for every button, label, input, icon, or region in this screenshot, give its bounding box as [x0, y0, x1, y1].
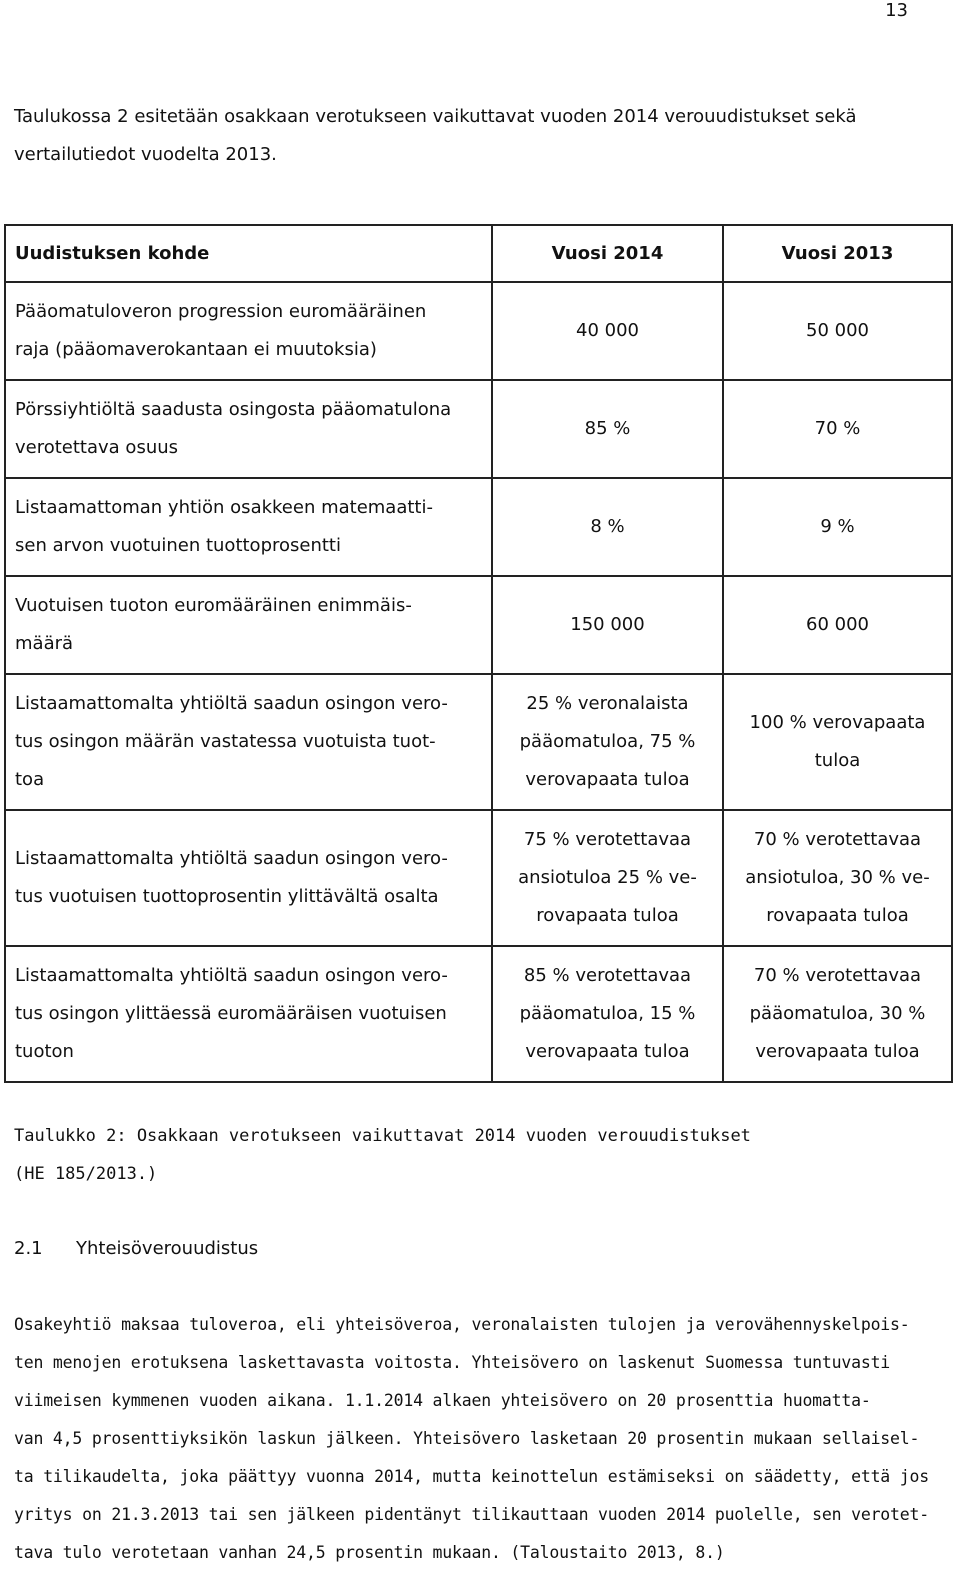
cell-topic — [5, 946, 492, 1082]
intro-line: vertailutiedot vuodelta 2013. — [14, 144, 277, 165]
cell-line: 60 000 — [806, 614, 869, 635]
paragraph-line: ta tilikaudelta, joka päättyy vuonna 2014, mutta keinottelun estämiseksi on säädetty, että jos — [14, 1467, 929, 1486]
cell-line: tus osingon ylittäessä euromääräisen vuotuisen — [15, 1003, 447, 1024]
cell-line: pääomatuloa, 15 % — [519, 1003, 696, 1024]
cell-2013 — [723, 946, 952, 1082]
cell-2014 — [492, 380, 723, 478]
cell-line: Listaamattoman yhtiön osakkeen matemaatti- — [15, 497, 433, 518]
table-caption — [14, 1117, 914, 1193]
cell-line: raja (pääomaverokantaan ei muutoksia) — [15, 339, 377, 360]
cell-line: 70 % verotettavaa — [753, 829, 922, 850]
header-topic: Uudistuksen kohde — [5, 225, 492, 282]
cell-line: 40 000 — [576, 320, 639, 341]
cell-2013 — [723, 282, 952, 380]
cell-topic — [5, 282, 492, 380]
cell-line: määrä — [15, 633, 74, 654]
cell-2014 — [492, 576, 723, 674]
table-row — [5, 478, 952, 576]
cell-line: pääomatuloa, 30 % — [749, 1003, 926, 1024]
section-number: 2.1 — [14, 1238, 43, 1259]
paragraph-line: van 4,5 prosenttiyksikön laskun jälkeen. Yhteisövero lasketaan 20 prosentin mukaan sellaisel- — [14, 1429, 920, 1448]
cell-topic — [5, 576, 492, 674]
caption-line: (HE 185/2013.) — [14, 1164, 158, 1184]
cell-line: Pörssiyhtiöltä saadusta osingosta pääomatulona — [15, 399, 452, 420]
cell-line: 70 % — [814, 418, 861, 439]
body-paragraph — [14, 1306, 944, 1572]
tax-reform-table — [4, 224, 953, 1083]
table-row — [5, 810, 952, 946]
cell-line: sen arvon vuotuinen tuottoprosentti — [15, 535, 341, 556]
cell-line: 150 000 — [570, 614, 645, 635]
cell-2013 — [723, 380, 952, 478]
cell-2013 — [723, 810, 952, 946]
cell-line: verovapaata tuloa — [525, 769, 690, 790]
paragraph-line: tava tulo verotetaan vanhan 24,5 prosentin mukaan. (Taloustaito 2013, 8.) — [14, 1543, 725, 1562]
cell-topic — [5, 674, 492, 810]
cell-line: tuoton — [15, 1041, 74, 1062]
header-year-2014: Vuosi 2014 — [492, 225, 723, 282]
paragraph-line: viimeisen kymmenen vuoden aikana. 1.1.2014 alkaen yhteisövero on 20 prosenttia huomatta- — [14, 1391, 871, 1410]
cell-line: 50 000 — [806, 320, 869, 341]
table-row — [5, 380, 952, 478]
cell-line: 85 % verotettavaa — [523, 965, 692, 986]
cell-2014 — [492, 478, 723, 576]
cell-line: verovapaata tuloa — [525, 1041, 690, 1062]
header-year-2013: Vuosi 2013 — [723, 225, 952, 282]
cell-2014 — [492, 674, 723, 810]
cell-2013 — [723, 478, 952, 576]
cell-line: verovapaata tuloa — [755, 1041, 920, 1062]
cell-line: Listaamattomalta yhtiöltä saadun osingon vero- — [15, 848, 448, 869]
cell-2013 — [723, 576, 952, 674]
cell-line: 8 % — [590, 516, 625, 537]
cell-topic — [5, 810, 492, 946]
cell-line: 85 % — [584, 418, 631, 439]
cell-2013 — [723, 674, 952, 810]
cell-topic — [5, 380, 492, 478]
cell-line: toa — [15, 769, 45, 790]
cell-2014 — [492, 810, 723, 946]
cell-topic — [5, 478, 492, 576]
table-row — [5, 674, 952, 810]
cell-line: Vuotuisen tuoton euromääräinen enimmäis- — [15, 595, 412, 616]
cell-line: 25 % veronalaista — [526, 693, 689, 714]
cell-line: ansiotuloa, 30 % ve- — [745, 867, 930, 888]
section-title: Yhteisöverouudistus — [76, 1238, 259, 1259]
table-header-row — [5, 225, 952, 282]
page-number: 13 — [885, 0, 908, 21]
table-row — [5, 576, 952, 674]
cell-line: 100 % verovapaata — [749, 712, 926, 733]
cell-line: 75 % verotettavaa — [523, 829, 692, 850]
cell-2014 — [492, 946, 723, 1082]
cell-line: Pääomatuloveron progression euromääräinen — [15, 301, 427, 322]
cell-2014 — [492, 282, 723, 380]
cell-line: Listaamattomalta yhtiöltä saadun osingon vero- — [15, 693, 448, 714]
cell-line: 9 % — [820, 516, 855, 537]
paragraph-line: ten menojen erotuksena laskettavasta voitosta. Yhteisövero on laskenut Suomessa tuntuvasti — [14, 1353, 891, 1372]
paragraph-line: yritys on 21.3.2013 tai sen jälkeen pidentänyt tilikauttaan vuoden 2014 puolelle, sen verotet- — [14, 1505, 929, 1524]
cell-line: ansiotuloa 25 % ve- — [518, 867, 697, 888]
cell-line: pääomatuloa, 75 % — [519, 731, 696, 752]
cell-line: Listaamattomalta yhtiöltä saadun osingon vero- — [15, 965, 448, 986]
table-row — [5, 946, 952, 1082]
cell-line: rovapaata tuloa — [766, 905, 909, 926]
intro-line: Taulukossa 2 esitetään osakkaan verotukseen vaikuttavat vuoden 2014 verouudistukset sekä — [14, 106, 857, 127]
cell-line: verotettava osuus — [15, 437, 179, 458]
table-row — [5, 282, 952, 380]
paragraph-line: Osakeyhtiö maksaa tuloveroa, eli yhteisöveroa, veronalaisten tulojen ja verovähennyskelpois- — [14, 1315, 910, 1334]
cell-line: rovapaata tuloa — [536, 905, 679, 926]
cell-line: tus vuotuisen tuottoprosentin ylittävältä osalta — [15, 886, 439, 907]
caption-line: Taulukko 2: Osakkaan verotukseen vaikuttavat 2014 vuoden verouudistukset — [14, 1126, 751, 1146]
section-heading — [14, 1230, 258, 1268]
cell-line: tus osingon määrän vastatessa vuotuista tuot- — [15, 731, 436, 752]
intro-paragraph — [14, 98, 934, 174]
cell-line: tuloa — [814, 750, 861, 771]
cell-line: 70 % verotettavaa — [753, 965, 922, 986]
